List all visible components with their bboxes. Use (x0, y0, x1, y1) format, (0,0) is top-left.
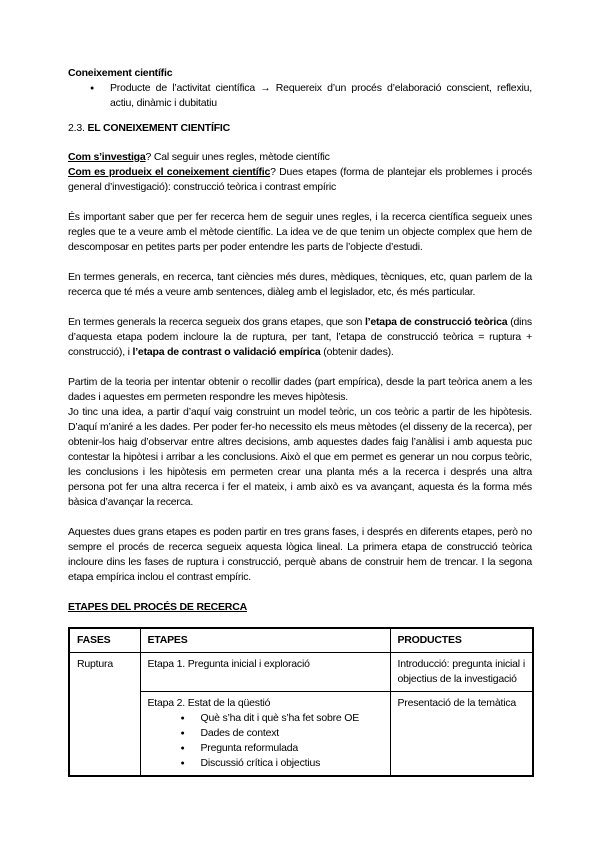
list-item (148, 711, 383, 726)
etapa-2-bullet-text: Pregunta reformulada (200, 742, 299, 754)
question-investiga (68, 150, 532, 165)
paragraph-dues-etapes (68, 315, 532, 360)
section-heading (68, 121, 532, 136)
intro-bullet-list (68, 81, 532, 111)
etapa-construccio-teorica-bold: l’etapa de construcció teòrica (364, 316, 508, 328)
list-item (148, 756, 383, 771)
cell-etapa-1: Etapa 1. Pregunta inicial i exploració (140, 653, 390, 692)
paragraph-termes-generals: En termes generals, en recerca, tant ciències més dures, mèdiques, tècniques, etc, quan parlem de la recerca que té més a veure amb sentences, diàleg amb el legislador, etc, és més particular. (68, 271, 532, 298)
intro-bullet-text: Producte de l’activitat científica → Requereix d’un procés d’elaboració conscient, reflexiu, actiu, dinàmic i dubitatiu (110, 82, 532, 109)
column-header-fases: FASES (69, 628, 140, 653)
bullet-icon: ● (180, 715, 185, 722)
questions-block (68, 150, 532, 195)
list-item (148, 741, 383, 756)
etapa-2-bullet-list (148, 711, 383, 771)
paragraph-partim-teoria: Partim de la teoria per intentar obtenir o recollir dades (part empírica), desde la part teòrica anem a les dades i aquestes em permeten respondre les meves hipòtesis. (68, 376, 532, 403)
bullet-icon: ● (180, 745, 185, 752)
paragraph-regles: És important saber que per fer recerca hem de seguir unes regles, i la recerca científica segueix unes regles que te a veure amb el mètode científic. La idea ve de que tenim un objecte complex que hem de descomposar en petites parts per poder entendre les parts de l’objecte d’estudi. (68, 211, 532, 253)
paragraph-dues-etapes-post: (obtenir dades). (320, 346, 394, 358)
table-heading: ETAPES DEL PROCÉS DE RECERCA (68, 601, 247, 613)
question-produeix (68, 165, 532, 195)
etapa-2-bullet-text: Què s’ha dit i què s’ha fet sobre OE (200, 712, 360, 724)
intro-heading: Coneixement científic (68, 67, 173, 79)
paragraph-dues-etapes-mid: (dins d’aquesta etapa podem incloure la de ruptura, per tant, l’etapa de construcció teòrica = ruptura + construcció), i (68, 316, 532, 358)
list-item (68, 81, 532, 111)
column-header-etapes: ETAPES (140, 628, 390, 653)
cell-producte-1: Introducció: pregunta inicial i objectius de la investigació (390, 653, 533, 692)
etapa-2-bullet-text: Dades de context (200, 727, 280, 739)
paragraph-dues-etapes-pre: En termes generals la recerca segueix dos grans etapes, que son (68, 316, 365, 328)
bullet-icon: ● (180, 730, 185, 737)
bullet-icon: ● (90, 85, 95, 92)
table-header-row (69, 628, 533, 653)
question-investiga-answer: ? Cal seguir unes regles, mètode científic (145, 151, 330, 163)
question-produeix-label: Com es produeix el coneixement científic (68, 166, 271, 178)
etapa-2-title: Etapa 2. Estat de la qüestió (147, 697, 271, 709)
cell-producte-2: Presentació de la temàtica (390, 692, 533, 777)
section-number: 2.3. (68, 122, 85, 134)
list-item (148, 726, 383, 741)
cell-fase-ruptura: Ruptura (69, 653, 140, 777)
column-header-productes: PRODUCTES (390, 628, 533, 653)
cell-etapa-2 (140, 692, 390, 777)
bullet-icon: ● (180, 760, 185, 767)
section-title: EL CONEIXEMENT CIENTÍFIC (87, 122, 231, 134)
paragraph-jo-tinc-idea: Jo tinc una idea, a partir d’aquí vaig construint un model teòric, un cos teòric a partir de les hipòtesis. D’aquí m’aniré a les dades. Per poder fer-ho necessito els meus mètodes (el disseny de la recerca), per obtenir-los haig d’observar entre altres decisions, amb aquestes dades faig l’anàlisi i amb aquesta puc contestar la hipòtesi i arribar a les conclusions. Això el que em permet es generar un nou corpus teòric, les conclusions i les hipòtesis em permeten crear una planta més a la recerca i després una altra persona pot fer una altra recerca i fer el mateix, i amb això es va avançant, aquesta és la forma més bàsica d’avançar la recerca. (68, 406, 532, 508)
etapa-contrast-empiric-bold: l’etapa de contrast o validació empírica (132, 346, 321, 358)
etapes-table (68, 627, 534, 777)
table-row (69, 653, 533, 692)
question-investiga-label: Com s’investiga (68, 151, 146, 163)
question-produeix-answer: ? Dues etapes (forma de plantejar els problemes i procés general d’investigació): construcció teòrica i contrast empíric (68, 166, 532, 193)
etapa-2-bullet-text: Discussió crítica i objectius (200, 757, 321, 769)
paragraph-tres-fases: Aquestes dues grans etapes es poden partir en tres grans fases, i després en diferents etapes, però no sempre el procés de recerca segueix aquesta lògica lineal. La primera etapa de construcció teòrica incloure dins les fases de ruptura i construcció, perquè abans de construir hem de trencar. I la segona etapa empírica inclou el contrast empíric. (68, 526, 532, 583)
